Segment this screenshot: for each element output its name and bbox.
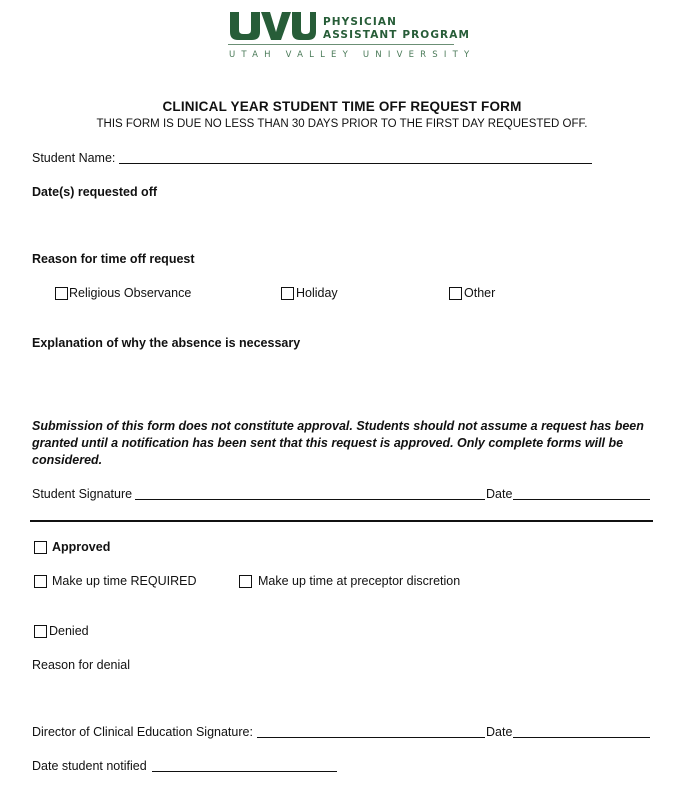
dates-requested-label: Date(s) requested off [32,185,158,199]
uvu-logo-mark [228,10,316,42]
notice-line-3: considered. [32,453,103,467]
religious-observance-label: Religious Observance [69,286,192,300]
student-date-label: Date [486,487,513,501]
denied-checkbox[interactable] [34,625,47,638]
notice-line-1: Submission of this form does not constitute approval. Students should not assume a request has been [32,419,644,433]
student-date-field[interactable] [513,499,650,500]
form-subtitle: THIS FORM IS DUE NO LESS THAN 30 DAYS PRIOR TO THE FIRST DAY REQUESTED OFF. [96,118,588,130]
section-divider [30,520,653,522]
director-date-label: Date [486,725,513,739]
director-date-field[interactable] [513,737,650,738]
director-signature-field[interactable] [257,737,485,738]
logo-university: UTAH VALLEY UNIVERSITY [229,50,476,60]
logo-rule [228,44,454,45]
student-name-label: Student Name: [32,151,116,165]
denied-label: Denied [49,624,89,638]
makeup-required-checkbox[interactable] [34,575,47,588]
denial-reason-label: Reason for denial [32,658,130,672]
student-name-field[interactable] [119,163,592,164]
date-notified-field[interactable] [152,771,337,772]
makeup-discretion-checkbox[interactable] [239,575,252,588]
holiday-label: Holiday [296,286,338,300]
reason-label: Reason for time off request [32,252,195,266]
student-signature-label: Student Signature [32,487,133,501]
form-title: CLINICAL YEAR STUDENT TIME OFF REQUEST FORM [162,99,522,114]
approved-label: Approved [52,540,111,554]
makeup-required-label: Make up time REQUIRED [52,574,197,588]
director-signature-label: Director of Clinical Education Signature: [32,725,253,739]
logo-program-line1: PHYSICIAN [323,16,397,28]
makeup-discretion-label: Make up time at preceptor discretion [258,574,461,588]
date-notified-label: Date student notified [32,759,147,773]
notice-line-2: granted until a notification has been sent that this request is approved. Only complete forms will be [32,436,624,450]
logo-program-line2: ASSISTANT PROGRAM [323,29,471,41]
other-label: Other [464,286,496,300]
holiday-checkbox[interactable] [281,287,294,300]
approved-checkbox[interactable] [34,541,47,554]
explanation-label: Explanation of why the absence is necessary [32,336,301,350]
other-checkbox[interactable] [449,287,462,300]
religious-observance-checkbox[interactable] [55,287,68,300]
student-signature-field[interactable] [135,499,485,500]
